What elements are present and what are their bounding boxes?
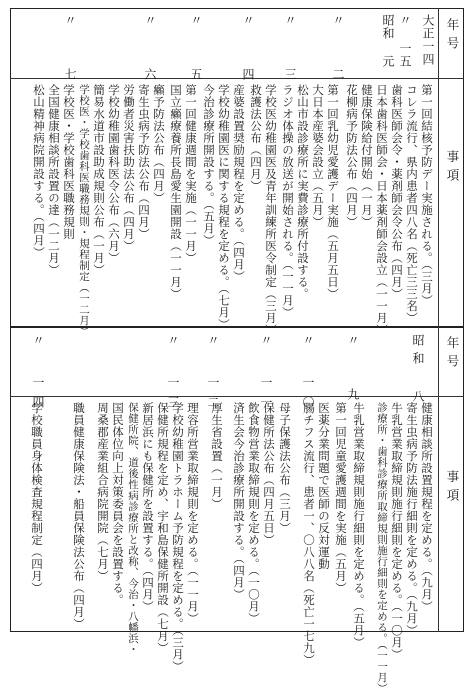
event-entry: 簡易水道市設助成規則公布（一月） [92,84,106,276]
events-header-top: 事項 [445,150,460,187]
event-entry: 牛乳営業取締規則施行細則を定める。（五月） [352,402,366,649]
event-entry: 第一回健康週間を実施（一一月） [184,84,198,264]
year-label: 大正一四 [421,14,435,66]
event-entry: 花柳病予防法公布（四月） [345,84,359,228]
event-entry: 寄生虫病予防法公布（四月） [137,84,151,240]
event-entry: 松山市設診療所に実費診療所付設する。 [296,84,310,300]
event-entry: 保健所法公布（四月五日） [262,402,276,546]
event-entry: 癩予防法公布（四月） [152,84,166,204]
event-entry: 保健所規程を定め、宇和島保健所開設（七月） [156,402,170,654]
year-label: 〃 四 [241,14,255,94]
event-entry: 学校医・学校歯科医職務規則・規程制定（一二月） [78,84,90,337]
event-entry: 学校職員身体検査規程制定（四月） [30,402,44,594]
year-label: 昭和 八 [411,334,425,408]
event-entry: 牛乳営業取締規則施行細則を定める。（一〇月） [390,402,404,661]
year-label: 〃 一四 [31,334,45,416]
event-entry: 学校幼稚園トラホーム予防規程を定める。（三月） [171,402,185,673]
year-header-bottom: 年号 [445,336,460,373]
year-label: 〃 一二 [206,334,220,416]
events-header-bottom: 事項 [445,470,460,507]
event-entry: コレラ流行、県内患者四八名（死亡三三名） [405,84,419,324]
event-entry: 産婆設置奨励規程を定める。（四月） [232,84,246,283]
year-label: 〃 七 [63,14,77,94]
event-entry: 医薬分業問題で医師の反対運動 [317,402,331,570]
event-entry: 労働者災害扶助法公布（四月） [122,84,136,252]
event-entry: 国立癩療養所長島愛生園開設（一一月） [169,84,183,300]
year-label: 〃 一〇 [301,334,315,416]
event-entry: 歯科医師会令・薬剤師会令公布（四月） [390,84,404,300]
year-label: 〃 一三 [166,334,180,416]
year-row-divider-bottom [10,396,438,397]
event-entry: 学校医・学校歯科医職務規則 [62,84,76,240]
event-entry: 大日本産婆会設立（五月） [311,84,325,228]
event-entry: 周桑郡産業組合病院開院（七月） [96,402,110,582]
year-label: 〃 三 [283,14,297,94]
year-label: 〃 六 [143,14,157,94]
event-entry: 保健所院、道後性病診療所と改称、今治・八幡浜・ [127,402,139,655]
event-entry: 全国健康相談所設置の達（一二月） [47,84,61,276]
year-header-top: 年号 [445,18,460,55]
header-row-divider-bottom [438,396,464,397]
event-entry: 寄生虫病予防法施行細則を定める。（九月） [405,402,419,637]
event-entry: 第一回結核予防デー実施される。（三月） [420,84,434,307]
event-entry: 救護法公布（四月） [249,84,263,192]
event-entry: 学校医幼稚園医及青年訓練所医令制定（三月） [264,84,278,336]
event-entry: 学校幼稚園医に関する規程を定める。（七月） [217,84,231,331]
year-label: 〃 九 [346,334,360,414]
header-divider-top [438,8,439,326]
event-entry: 診療所・歯科診療所取締規則施行細則を定める。（一一月） [376,402,388,694]
event-entry: 職員健康保険法・船員保険法公布（四月） [72,402,86,630]
event-entry: 国民体位向上対策委員会を設置する。 [111,402,125,606]
event-entry: 第一回児童愛護週間を実施（五月） [334,402,348,594]
header-divider-bottom [438,326,439,632]
event-entry: 第一回乳幼児愛護デー実施（五月五日） [326,84,340,300]
year-label: 〃 一五 昭和 元 [381,14,412,68]
event-entry: 今治診療所開設する。（五月） [202,84,216,247]
year-label: 〃 五 [189,14,203,94]
header-row-divider-top [438,78,464,79]
event-entry: 健康相談所設置規程を定める。（九月） [420,402,434,613]
event-entry: 新居浜にも保健所を設置する。（四月） [141,402,155,613]
year-label: 〃 一一 [259,334,273,416]
year-label: 〃 二 [331,14,345,94]
event-entry: 済生会今治診療所開設する。（四月） [232,402,246,601]
event-entry: 母子保護法公布（三月） [278,402,292,534]
event-entry: 理容所営業取締規則を定める。（一一月） [186,402,200,625]
event-entry: ラジオ体操の放送が開始される。（一一月） [281,84,295,319]
event-entry: 日本歯科医師会・日本薬剤師会設立（一一月） [375,84,389,336]
event-entry: 厚生省設置（一月） [210,402,224,510]
event-entry: 飲食物営業取締規則を定める。（一〇月） [247,402,261,625]
event-entry: 腸チフス流行、患者一、〇八八名（死亡一七九） [302,402,316,666]
event-entry: 松山精神病院開設する。（四月） [32,84,46,259]
event-entry: 学校幼稚園歯科医令公布（六月） [107,84,121,264]
event-entry: 健康保険給付開始（一月） [360,84,374,228]
